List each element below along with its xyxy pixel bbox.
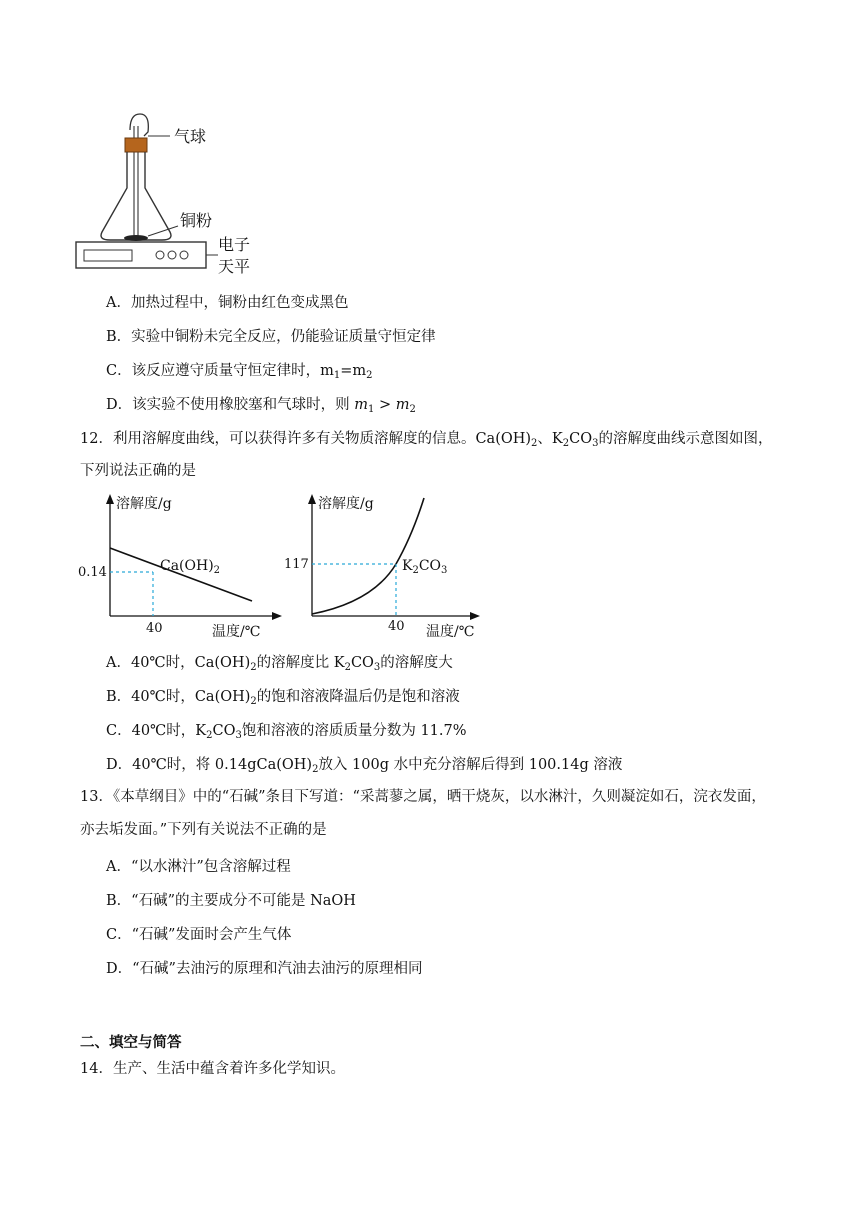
q13-option-d: D．“石碱”去油污的原理和汽油去油污的原理相同 <box>106 961 423 977</box>
apparatus-figure <box>70 108 270 278</box>
q11-c-mid: =m <box>340 363 367 379</box>
k2co3-ytick: 117 <box>284 557 309 572</box>
section-title: 二、填空与简答 <box>80 1034 182 1051</box>
q12-l1d: 的溶解度曲线示意图如图， <box>598 431 773 447</box>
q11-d-s1: 1 <box>367 404 375 415</box>
q12-a-1: A．40℃时，Ca(OH) <box>106 655 251 671</box>
q12-l1b: 、K <box>537 431 563 447</box>
solubility-chart-caoh2 <box>70 490 285 645</box>
q12-c-s1: 2 <box>206 730 213 741</box>
k2co3-xtick: 40 <box>388 619 405 634</box>
q11-d-m1: m <box>354 397 368 413</box>
q11-d-s2: 2 <box>409 404 416 415</box>
solubility-chart-k2co3 <box>278 490 493 645</box>
k2co3-curve <box>312 498 424 614</box>
q12-a-2: 的溶解度比 K <box>256 655 345 671</box>
scale-label-1: 电子 <box>218 235 251 254</box>
q13-option-a: A．“以水淋汁”包含溶解过程 <box>106 859 291 875</box>
q11-d-gt: > <box>374 397 396 413</box>
q12-option-c <box>106 721 467 746</box>
q12-a-4: 的溶解度大 <box>380 655 453 671</box>
q11-d-text: D．该实验不使用橡胶塞和气球时，则 <box>106 397 355 413</box>
q12-d-s1: 2 <box>312 764 319 775</box>
q13-stem: 13．《本草纲目》中的“石碱”条目下写道：“采蒿蓼之属，晒干烧灰，以水淋汁，久则凝淀如石，浣衣发面，亦去垢发面。”下列有关说法不正确的是 <box>80 789 766 838</box>
q13-option-b: B．“石碱”的主要成分不可能是 NaOH <box>106 893 356 909</box>
caoh2-series-label: $Ca(OH)_2$ <box>160 558 221 576</box>
q12-a-s2: 2 <box>344 662 351 673</box>
q12-b-s1: 2 <box>250 696 257 707</box>
q12-a-s3: 3 <box>373 662 381 673</box>
q12-a-s1: 2 <box>250 662 257 673</box>
q11-c-sub2: 2 <box>366 370 373 381</box>
q12-l1a: 12．利用溶解度曲线，可以获得许多有关物质溶解度的信息。Ca(OH) <box>80 431 532 447</box>
q11-c-text: C．该反应遵守质量守恒定律时，m <box>106 363 334 379</box>
q12-l1-sub3: 3 <box>592 438 599 449</box>
q11-option-c <box>106 361 373 386</box>
q11-c-sub1: 1 <box>333 370 341 381</box>
k2co3-xlabel: 温度/℃ <box>426 624 475 640</box>
q12-c-1: C．40℃时，K <box>106 723 207 739</box>
q12-c-s2: 3 <box>235 730 242 741</box>
caoh2-xtick: 40 <box>146 621 163 636</box>
balloon-label: 气球 <box>174 127 207 146</box>
q12-l1-sub2: 2 <box>562 438 570 449</box>
q11-option-a: A．加热过程中，铜粉由红色变成黑色 <box>106 295 349 311</box>
q14-stem: 14．生产、生活中蕴含着许多化学知识。 <box>80 1061 345 1077</box>
caoh2-ytick: 0.14 <box>78 565 107 580</box>
scale-label-2: 天平 <box>218 257 251 276</box>
q12-l1c: CO <box>569 431 593 447</box>
q12-c-3: 饱和溶液的溶质质量分数为 11.7% <box>241 723 467 739</box>
k2co3-series-label: $K_2CO_3$ <box>402 558 448 576</box>
caoh2-curve <box>110 548 252 601</box>
q12-b-2: 的饱和溶液降温后仍是饱和溶液 <box>256 689 460 705</box>
copper-label: 铜粉 <box>180 211 213 230</box>
q12-a-3: CO <box>350 655 374 671</box>
q11-option-d <box>106 395 416 420</box>
q12-option-b <box>106 687 460 712</box>
q11-option-b: B．实验中铜粉未完全反应，仍能验证质量守恒定律 <box>106 329 436 345</box>
q12-c-2: CO <box>212 723 236 739</box>
q12-b-1: B．40℃时，Ca(OH) <box>106 689 251 705</box>
q12-stem-line2: 下列说法正确的是 <box>80 463 196 479</box>
q11-d-m2: m <box>395 397 410 413</box>
q12-d-2: 放入 100g 水中充分溶解后得到 100.14g 溶液 <box>318 757 623 773</box>
caoh2-xlabel: 温度/℃ <box>212 624 261 640</box>
q12-d-1: D．40℃时，将 0.14gCa(OH) <box>106 757 313 773</box>
q12-l1-sub: 2 <box>531 438 538 449</box>
caoh2-ylabel: 溶解度/g <box>116 496 172 512</box>
q12-option-d <box>106 755 622 780</box>
q12-stem-line1 <box>80 429 773 454</box>
q12-option-a <box>106 653 453 678</box>
q13-option-c: C．“石碱”发面时会产生气体 <box>106 927 292 943</box>
k2co3-ylabel: 溶解度/g <box>318 496 374 512</box>
